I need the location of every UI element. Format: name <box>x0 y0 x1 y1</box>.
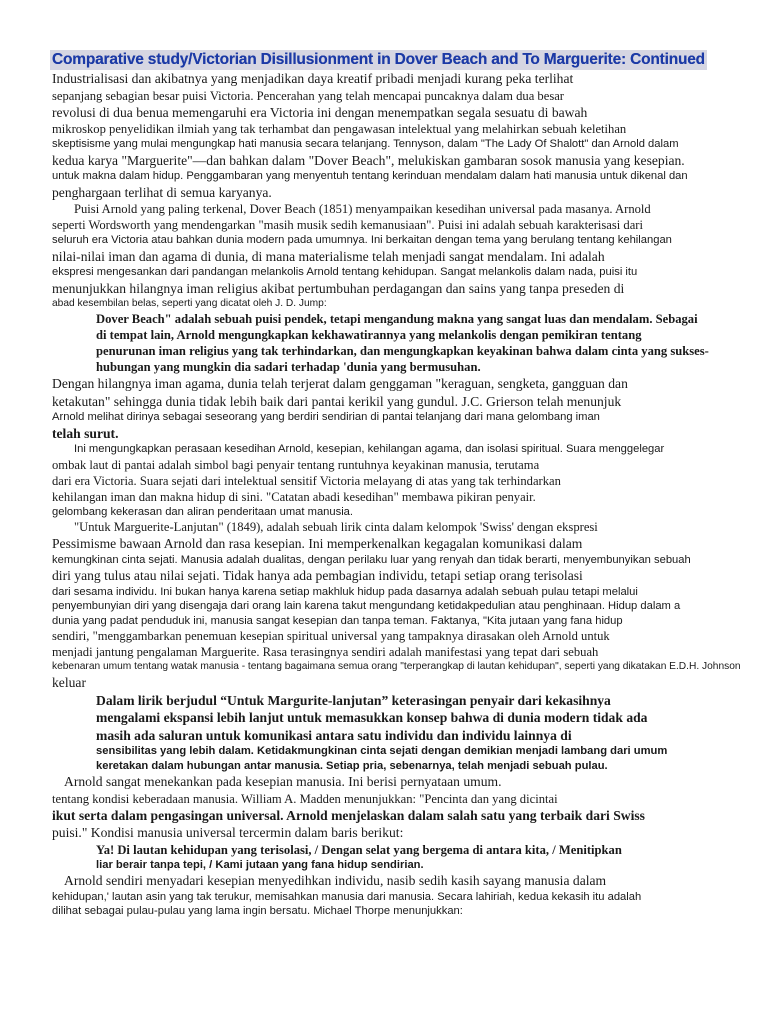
text-line: abad kesembilan belas, seperti yang dicatat oleh J. D. Jump: <box>52 298 327 309</box>
quote-line: masih ada saluran untuk komunikasi antara satu individu dan individu lainnya di <box>96 727 572 743</box>
document-page <box>52 50 752 919</box>
text-line: Pessimisme bawaan Arnold dan rasa kesepian. Ini memperkenalkan kegagalan komunikasi dalam <box>52 536 583 551</box>
text-line: Industrialisasi dan akibatnya yang menjadikan daya kreatif pribadi menjadi kurang peka terlihat <box>52 71 574 86</box>
quote-line: mengalami ekspansi lebih lanjut untuk memasukkan konsep bahwa di dunia modern tidak ada <box>96 710 648 725</box>
text-line: ikut serta dalam pengasingan universal. Arnold menjelaskan dalam salah satu yang terbaik dari Swiss <box>52 807 645 823</box>
text-line: dilihat sebagai pulau-pulau yang lama ingin bersatu. Michael Thorpe menunjukkan: <box>52 905 463 917</box>
text-line: tentang kondisi keberadaan manusia. William A. Madden menunjukkan: "Pencinta dan yang dicintai <box>52 791 558 806</box>
text-line: mikroskop penyelidikan ilmiah yang tak terhambat dan pengawasan intelektual yang melahirkan sebuah keletihan <box>52 122 627 136</box>
text-line: keluar <box>52 675 86 690</box>
text-line: untuk makna dalam hidup. Penggambaran yang menyentuh tentang kerinduan mendalam dalam hati manusia untuk dikenal dan <box>52 170 688 182</box>
page-title: Comparative study/Victorian Disillusionment in Dover Beach and To Marguerite: Continued <box>52 51 705 68</box>
text-line: Ini mengungkapkan perasaan kesedihan Arnold, kesepian, kehilangan agama, dan isolasi spiritual. Suara menggelegar <box>74 443 665 455</box>
quote-line: sensibilitas yang lebih dalam. Ketidakmungkinan cinta sejati dengan demikian menjadi lambang dari umum <box>96 745 668 757</box>
text-line: puisi." Kondisi manusia universal tercermin dalam baris berikut: <box>52 825 404 840</box>
text-line: ekspresi mengesankan dari pandangan melankolis Arnold tentang kehidupan. Sangat melankolis dalam nada, puisi itu <box>52 266 638 278</box>
text-line: ombak laut di pantai adalah simbol bagi penyair tentang runtuhnya keyakinan manusia, terutama <box>52 457 540 472</box>
quote-line: hubungan yang mungkin dia sadari terhadap 'dunia yang bermusuhan. <box>96 360 481 374</box>
text-line: dunia yang padat penduduk ini, manusia sangat kesepian dan tanpa teman. Faktanya, "Kita jutaan yang fana hidup <box>52 614 623 627</box>
text-line: seperti Wordsworth yang mendengarkan "masih musik sedih kemanusiaan". Puisi ini adalah sebuah karakterisasi dari <box>52 218 644 232</box>
text-line: diri yang tulus atau nilai sejati. Tidak hanya ada pembagian individu, tetapi setiap orang terisolasi <box>52 568 583 583</box>
text-line: "Untuk Marguerite-Lanjutan" (1849), adalah sebuah lirik cinta dalam kelompok 'Swiss' dengan ekspresi <box>74 520 598 534</box>
text-line: sepanjang sebagian besar puisi Victoria. Pencerahan yang telah mencapai puncaknya dalam dua besar <box>52 88 565 103</box>
text-line: nilai-nilai iman dan agama di dunia, di mana materialisme telah menjadi sangat mendalam. Ini adalah <box>52 248 605 264</box>
text-line: Arnold sangat menekankan pada kesepian manusia. Ini berisi pernyataan umum. <box>64 774 502 789</box>
text-line: kehilangan iman dan makna hidup di sini. "Catatan abadi kesedihan" membawa pikiran penyair. <box>52 489 536 504</box>
quote-line: penurunan iman religius yang tak terhindarkan, dan mengungkapkan keyakinan bahwa dalam cinta yang sukses- <box>96 344 709 358</box>
text-line: kemungkinan cinta sejati. Manusia adalah dualitas, dengan perilaku luar yang renyah dan tidak berarti, menyembunyikan sebuah <box>52 553 691 566</box>
quote-line: Dalam lirik berjudul “Untuk Margurite-lanjutan” keterasingan penyair dari kekasihnya <box>96 692 611 708</box>
text-line: ketakutan" sehingga dunia tidak lebih baik dari pantai kerikil yang gundul. J.C. Grierson telah menunjuk <box>52 393 622 409</box>
text-line: Arnold sendiri menyadari kesepian menyedihkan individu, nasib sedih kasih sayang manusia dalam <box>64 873 607 888</box>
text-line: Dengan hilangnya iman agama, dunia telah terjerat dalam genggaman "keraguan, sengketa, gangguan dan <box>52 376 628 391</box>
text-line: dari era Victoria. Suara sejati dari intelektual sensitif Victoria melayang di atas yang tak terhindarkan <box>52 473 561 488</box>
text-line: gelombang kekerasan dan aliran penderitaan umat manusia. <box>52 505 354 518</box>
text-line: telah surut. <box>52 425 119 441</box>
quote-line: Dover Beach" adalah sebuah puisi pendek, tetapi mengandung makna yang sangat luas dan mendalam. Sebagai <box>96 312 698 326</box>
text-line: Puisi Arnold yang paling terkenal, Dover Beach (1851) menyampaikan kesedihan universal pada masanya. Arnold <box>74 202 651 216</box>
text-line: menunjukkan hilangnya iman religius akibat pertumbuhan perdagangan dan sains yang tanpa preseden di <box>52 280 625 296</box>
quote-line: Ya! Di lautan kehidupan yang terisolasi, / Dengan selat yang bergema di antara kita, / Menitipkan <box>96 842 622 857</box>
quote-line: keretakan dalam hubungan antar manusia. Setiap pria, sebenarnya, telah menjadi sebuah pulau. <box>96 759 608 772</box>
quote-line: liar berair tanpa tepi, / Kami jutaan yang fana hidup sendirian. <box>96 858 424 871</box>
text-line: kebenaran umum tentang watak manusia - tentang bagaimana semua orang "terperangkap di lautan kehidupan", seperti yang dikatakan E.D.H. Johnson <box>52 661 741 672</box>
text-line: dari sesama individu. Ini bukan hanya karena setiap makhluk hidup pada dasarnya adalah sebuah pulau tetapi melalui <box>52 585 638 598</box>
text-line: Arnold melihat dirinya sebagai seseorang yang berdiri sendirian di pantai telanjang dari mana gelombang iman <box>52 411 600 423</box>
text-line: skeptisisme yang mulai mengungkap hati manusia secara telanjang. Tennyson, dalam "The Lady Of Shalott" dan Arnold dalam <box>52 138 679 150</box>
text-line: kedua karya "Marguerite"—dan bahkan dalam "Dover Beach", melukiskan gambaran sosok manusia yang kesepian. <box>52 152 685 168</box>
quote-line: di tempat lain, Arnold mengungkapkan kekhawatirannya yang melankolis dengan pemikiran tentang <box>96 328 642 342</box>
text-line: penyembunyian diri yang disengaja dari orang lain karena takut mengundang ketidakpedulian atau penghinaan. Hidup dalam a <box>52 600 681 612</box>
text-line: seluruh era Victoria atau bahkan dunia modern pada umumnya. Ini berkaitan dengan tema yang berulang tentang kehilangan <box>52 234 672 246</box>
text-line: sendiri, "menggambarkan penemuan kesepian spiritual universal yang tampaknya dirasakan oleh Arnold untuk <box>52 629 610 643</box>
text-line: revolusi di dua benua memengaruhi era Victoria ini dengan menempatkan segala sesuatu di bawah <box>52 104 588 120</box>
text-line: menjadi jantung pengalaman Marguerite. Rasa terasingnya sendiri adalah manifestasi yang tepat dari sebuah <box>52 645 599 659</box>
text-line: penghargaan terlihat di semua karyanya. <box>52 184 272 200</box>
text-line: kehidupan,' lautan asin yang tak terukur, memisahkan manusia dari manusia. Secara lahiriah, kedua kekasih itu adalah <box>52 890 642 903</box>
